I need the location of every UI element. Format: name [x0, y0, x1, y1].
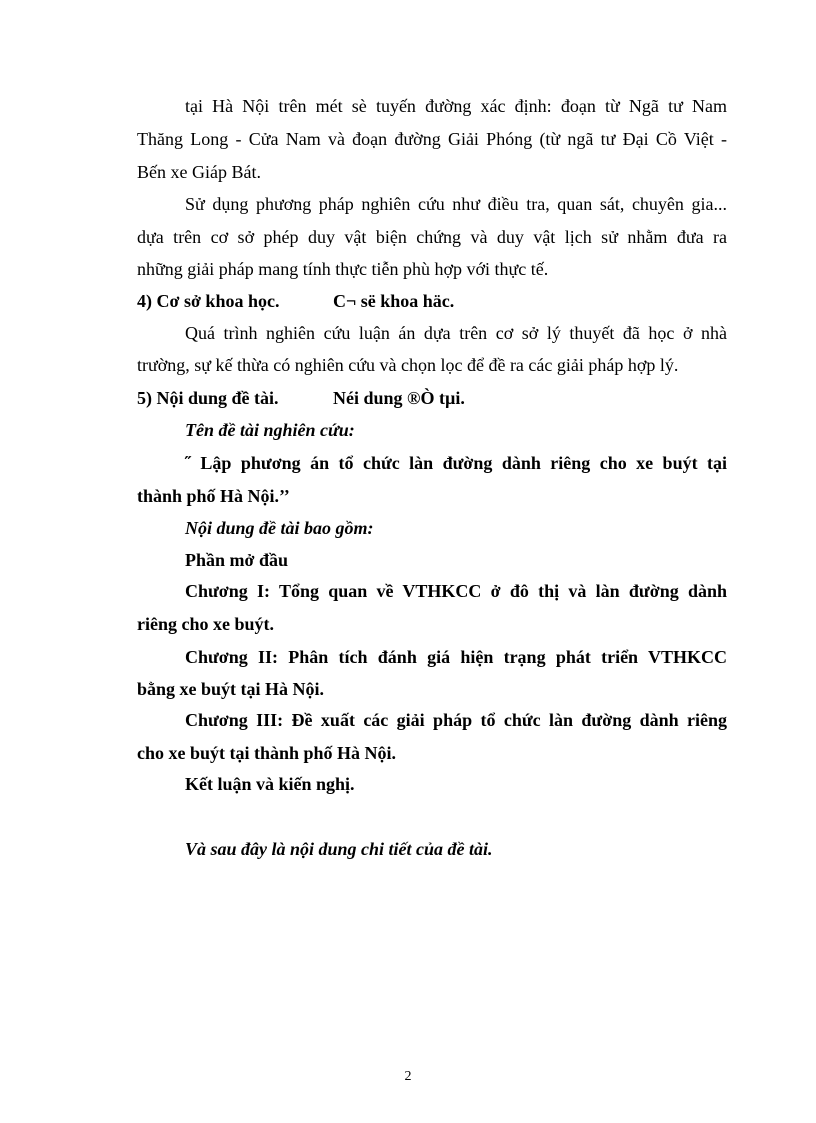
paragraph-3-line-1: Quá trình nghiên cứu luận án dựa trên cơ sở lý thuyết đã học ở nhà: [185, 323, 727, 343]
paragraph-2-line-3: những giải pháp mang tính thực tiễn phù hợp với thực tế.: [137, 259, 549, 279]
section-5-heading-row: [137, 387, 727, 409]
closing-line: Và sau đây là nội dung chi tiết của đề tài.: [185, 839, 493, 859]
paragraph-1-line-3: Bến xe Giáp Bát.: [137, 162, 261, 182]
section-4-heading: 4) Cơ sở khoa học.: [137, 291, 280, 311]
paragraph-1-line-1: tại Hà Nội trên mét sè tuyến đường xác định: đoạn từ Ngã tư Nam: [185, 96, 727, 116]
topic-line-2: thành phố Hà Nội.’’: [137, 486, 290, 506]
topic-line-1: ˝ Lập phương án tổ chức làn đường dành riêng cho xe buýt tại: [185, 453, 727, 473]
contents-intro: Phần mở đầu: [185, 550, 288, 570]
paragraph-1-line-2: Thăng Long - Cửa Nam và đoạn đường Giải Phóng (từ ngã tư Đại Cồ Việt -: [137, 129, 727, 149]
section-5-garbled-heading: Néi dung ®Ò tµi.: [333, 388, 465, 408]
section-4-heading-row: [137, 290, 727, 312]
section-4-garbled-heading: C¬ së khoa häc.: [333, 291, 455, 311]
chapter-1-line-2: riêng cho xe buýt.: [137, 614, 274, 634]
chapter-3-line-1: Chương III: Đề xuất các giải pháp tổ chức làn đường dành riêng: [185, 710, 727, 730]
conclusion-line: Kết luận và kiến nghị.: [185, 774, 355, 794]
chapter-3-line-2: cho xe buýt tại thành phố Hà Nội.: [137, 743, 397, 763]
chapter-1-line-1: Chương I: Tổng quan về VTHKCC ở đô thị và làn đường dành: [185, 581, 727, 601]
contents-label: Nội dung đề tài bao gồm:: [185, 518, 374, 538]
section-5-heading: 5) Nội dung đề tài.: [137, 388, 279, 408]
topic-title-label: Tên đề tài nghiên cứu:: [185, 420, 355, 440]
chapter-2-line-1: Chương II: Phân tích đánh giá hiện trạng phát triển VTHKCC: [185, 647, 727, 667]
paragraph-2-line-1: Sử dụng phương pháp nghiên cứu như điều tra, quan sát, chuyên gia...: [185, 194, 727, 214]
paragraph-3-line-2: trường, sự kế thừa có nghiên cứu và chọn lọc để đề ra các giải pháp hợp lý.: [137, 355, 679, 375]
page-number: 2: [404, 1069, 412, 1084]
paragraph-2-line-2: dựa trên cơ sở phép duy vật biện chứng và duy vật lịch sử nhằm đưa ra: [137, 227, 727, 247]
chapter-2-line-2: bằng xe buýt tại Hà Nội.: [137, 679, 325, 699]
